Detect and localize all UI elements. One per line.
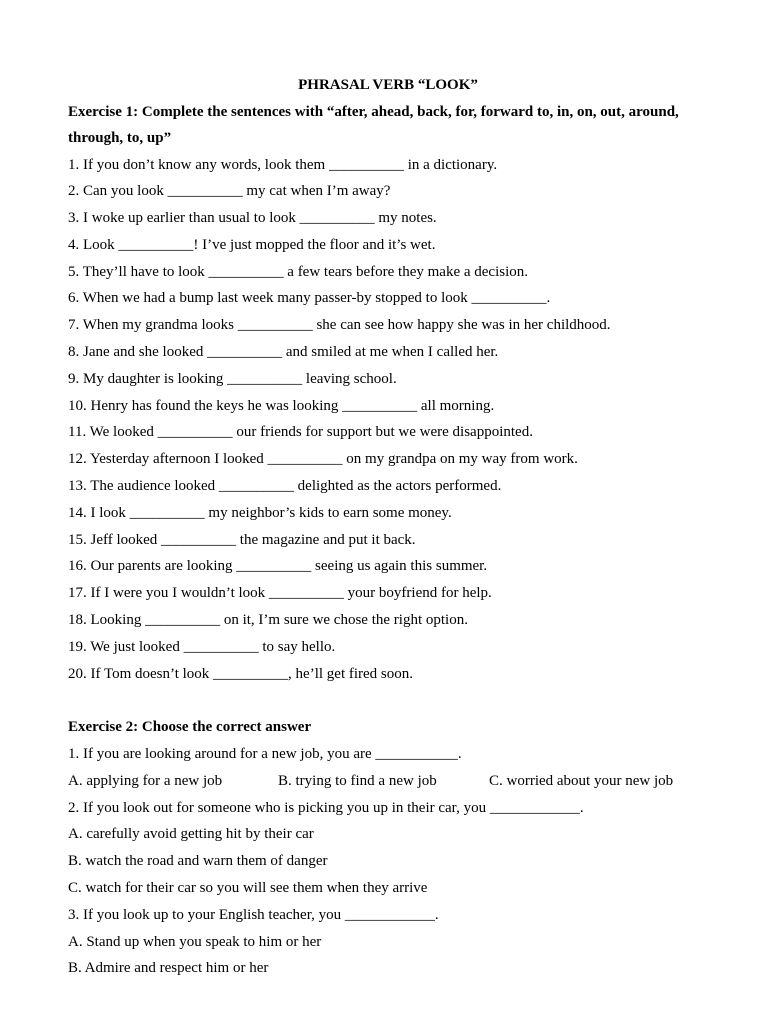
exercise-1-item: 19. We just looked __________ to say hello. xyxy=(68,638,336,655)
exercise-1-item: 20. If Tom doesn’t look __________, he’ll get fired soon. xyxy=(68,665,414,682)
exercise-1-item: 2. Can you look __________ my cat when I’m away? xyxy=(68,183,391,200)
exercise-2-heading: Exercise 2: Choose the correct answer xyxy=(68,719,312,736)
exercise-1-item: 11. We looked __________ our friends for support but we were disappointed. xyxy=(68,424,533,441)
question-1-options xyxy=(68,768,708,795)
exercise-2 xyxy=(68,714,708,982)
exercise-1-item: 6. When we had a bump last week many passer-by stopped to look __________. xyxy=(68,290,551,307)
exercise-1-item: 5. They’ll have to look __________ a few tears before they make a decision. xyxy=(68,263,528,280)
exercise-1-item: 15. Jeff looked __________ the magazine and put it back. xyxy=(68,531,416,548)
option-c: C. watch for their car so you will see them when they arrive xyxy=(68,879,428,896)
exercise-1-item: 8. Jane and she looked __________ and smiled at me when I called her. xyxy=(68,344,499,361)
exercise-1-item: 9. My daughter is looking __________ leaving school. xyxy=(68,370,397,387)
exercise-1 xyxy=(68,99,708,688)
exercise-1-item: 17. If I were you I wouldn’t look __________ your boyfriend for help. xyxy=(68,585,492,602)
exercise-1-item: 18. Looking __________ on it, I’m sure we chose the right option. xyxy=(68,612,468,629)
question-2: 2. If you look out for someone who is picking you up in their car, you ____________. xyxy=(68,799,584,816)
exercise-1-item: 4. Look __________! I’ve just mopped the floor and it’s wet. xyxy=(68,236,436,253)
option-a: A. applying for a new job xyxy=(68,772,223,789)
section-spacer xyxy=(68,687,708,714)
exercise-1-item: 10. Henry has found the keys he was looking __________ all morning. xyxy=(68,397,495,414)
exercise-1-item: 13. The audience looked __________ delighted as the actors performed. xyxy=(68,478,502,495)
page-title: PHRASAL VERB “LOOK” xyxy=(298,77,478,93)
option-c: C. worried about your new job xyxy=(489,772,674,789)
exercise-1-item: 3. I woke up earlier than usual to look __________ my notes. xyxy=(68,210,437,227)
question-3: 3. If you look up to your English teacher, you ____________. xyxy=(68,906,439,923)
option-b: B. Admire and respect him or her xyxy=(68,960,269,977)
option-b: B. trying to find a new job xyxy=(278,772,437,789)
exercise-1-item: 14. I look __________ my neighbor’s kids to earn some money. xyxy=(68,504,452,521)
exercise-1-heading-line-2: through, to, up” xyxy=(68,130,172,146)
worksheet-page xyxy=(68,72,708,982)
option-a: A. carefully avoid getting hit by their car xyxy=(68,826,314,843)
exercise-1-item: 1. If you don’t know any words, look them __________ in a dictionary. xyxy=(68,156,498,173)
exercise-1-heading-line-1: Exercise 1: Complete the sentences with “after, ahead, back, for, forward to, in, on, out, around, xyxy=(68,103,679,120)
exercise-1-item: 16. Our parents are looking __________ seeing us again this summer. xyxy=(68,558,488,575)
exercise-1-item: 7. When my grandma looks __________ she can see how happy she was in her childhood. xyxy=(68,317,611,334)
option-b: B. watch the road and warn them of danger xyxy=(68,853,328,870)
option-a: A. Stand up when you speak to him or her xyxy=(68,933,322,950)
exercise-1-item: 12. Yesterday afternoon I looked __________ on my grandpa on my way from work. xyxy=(68,451,578,468)
question-1: 1. If you are looking around for a new job, you are ___________. xyxy=(68,745,462,762)
